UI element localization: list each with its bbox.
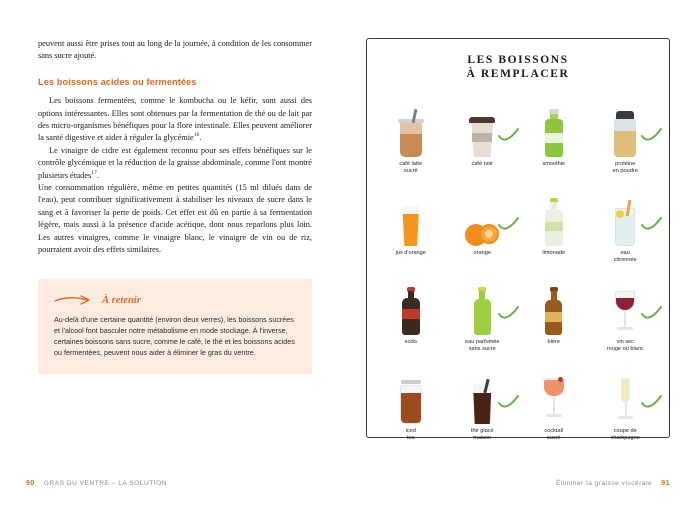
drink-illustration	[590, 188, 662, 246]
section-heading: Les boissons acides ou fermentées	[38, 76, 197, 87]
c-eaucit-icon	[614, 200, 636, 246]
c-theglace-body	[472, 384, 493, 424]
c-theglace-fill	[472, 393, 493, 424]
drink-cell	[590, 269, 662, 354]
c-cocktail-icon	[542, 378, 566, 424]
c-smoothie-icon	[545, 109, 563, 157]
drink-illustration	[447, 188, 519, 246]
right-running-head: Éliminer la graisse viscérale	[555, 480, 653, 487]
drink-caption: soda	[404, 339, 417, 345]
drink-cell	[447, 358, 519, 443]
c-icedtea-body	[400, 385, 422, 424]
c-icedtea-fill	[401, 393, 421, 423]
drink-illustration	[375, 366, 447, 424]
c-biere-label	[545, 312, 562, 322]
c-wine-stem	[624, 311, 626, 327]
drink-cell	[447, 91, 519, 176]
c-soda-icon	[402, 287, 420, 335]
drink-cell	[518, 180, 590, 265]
drink-illustration	[375, 188, 447, 246]
c-icedtea-icon	[400, 380, 422, 424]
c-cocktail-foot	[546, 414, 562, 417]
drink-caption: vin sec rouge ou blanc	[606, 339, 644, 353]
c-latte-cream	[400, 123, 422, 134]
c-champ-stem	[625, 402, 627, 416]
drink-caption: thé glacé maison	[470, 428, 494, 442]
c-juice-fill	[401, 214, 421, 246]
c-champ-icon	[616, 378, 634, 424]
callout-box	[38, 279, 312, 375]
c-juice-body	[401, 206, 421, 246]
drink-caption: eau parfumée sans sucre	[464, 339, 500, 353]
c-champ-flute	[621, 378, 630, 402]
callout-header	[54, 295, 296, 306]
drink-caption: cocktail sucré	[544, 428, 564, 442]
c-orange-half	[479, 224, 499, 244]
callout-text-block	[54, 314, 296, 359]
c-theglace-icon	[472, 382, 493, 424]
c-noir-icon	[471, 117, 493, 157]
c-latte-cupbody	[400, 123, 422, 157]
left-running-head: GRAS DU VENTRE – LA SOLUTION	[43, 480, 167, 487]
drink-illustration	[518, 99, 590, 157]
c-champ-foot	[618, 416, 633, 419]
drink-cell	[590, 91, 662, 176]
drink-illustration	[375, 277, 447, 335]
c-noir-band	[472, 133, 492, 142]
c-eaucit-fill	[616, 215, 634, 245]
drinks-panel	[366, 38, 670, 442]
drink-caption: coupe de champagne	[610, 428, 640, 442]
c-shaker-fill	[614, 131, 636, 157]
c-limonade-icon	[545, 198, 563, 246]
drink-illustration	[590, 277, 662, 335]
c-orange-icon	[465, 216, 499, 246]
drink-cell	[375, 180, 447, 265]
drink-illustration	[590, 366, 662, 424]
drink-caption: orange	[473, 250, 491, 256]
paragraph-3: Une consommation régulière, même en petites quantités (15 ml dilués dans de l'eau), peut contribuer significativement à stabiliser les niveaux de sucre dans le sang et à favoriser la perte de poids. Cet effet est dû en partie à sa fermentation légère, mais aussi à la présence d'acide acétique, dont nous reparlons plus loin. Les autres vinaigres, comme le vinaigre blanc, le vinaigre de vin ou de riz, pourraient avoir des effets similaires.	[38, 183, 312, 255]
c-wine-foot	[617, 327, 633, 330]
paragraph-1: Les boissons fermentées, comme le kombucha ou le kéfir, sont aussi des options intéressantes. Elles sont obtenues par la fermentation de thé ou de lait par des micro-organismes bénéfiques pour la flore intestinale. Elles peuvent améliorer la santé digestive et aider à réguler la glycémie$^{16}$.	[38, 96, 312, 143]
paragraph-2-text: Le vinaigre de cidre est également reconnu pour ses effets bénéfiques sur le contrôle glycémique et la réduction de la graisse abdominale, comme l'ont montré plusieurs études	[38, 145, 312, 180]
drink-cell	[375, 91, 447, 176]
paragraph-1-text: Les boissons fermentées, comme le kombucha ou le kéfir, sont aussi des options intéressantes. Elles sont obtenues par la fermentation de thé ou de lait par des micro-organismes bénéfiques pour la flore intestinale. Elles peuvent améliorer la santé digestive et aider à réguler la glycémie	[38, 96, 312, 143]
drink-caption: café noir	[471, 161, 493, 167]
panel-title-line2: À REMPLACER	[466, 68, 570, 80]
drink-cell	[590, 358, 662, 443]
c-wine-bowl	[615, 291, 635, 311]
drink-cell	[375, 358, 447, 443]
right-page	[350, 0, 700, 507]
panel-title	[375, 53, 661, 81]
top-paragraph: peuvent aussi être prises tout au long de la journée, à condition de les consommer sans sucre ajouté.	[38, 39, 312, 61]
c-latte-icon	[399, 113, 423, 157]
drink-illustration	[447, 366, 519, 424]
right-page-number: 91	[661, 480, 670, 487]
check-swoosh-icon	[498, 394, 520, 410]
drink-illustration	[375, 99, 447, 157]
drink-cell	[375, 269, 447, 354]
drink-cell	[447, 269, 519, 354]
left-page-body	[38, 38, 312, 257]
drink-illustration	[518, 188, 590, 246]
c-biere-icon	[545, 287, 562, 335]
paragraph-2: Le vinaigre de cidre est également reconnu pour ses effets bénéfiques sur le contrôle glycémique et la réduction de la graisse abdominale, comme l'ont montré plusieurs études$^{17}$.	[38, 145, 312, 180]
check-swoosh-icon	[498, 127, 520, 143]
c-eauparf-body	[474, 299, 491, 335]
c-limonade-label	[545, 222, 563, 231]
check-swoosh-icon	[641, 305, 663, 321]
drink-caption: bière	[547, 339, 560, 345]
check-swoosh-icon	[641, 394, 663, 410]
c-cocktail-bowl	[544, 380, 564, 396]
left-page-number: 90	[26, 480, 35, 487]
left-page-footer	[26, 480, 167, 487]
callout-text: Au-delà d'une certaine quantité (environ deux verres), les boissons sucrées et l'alcool font basculer notre métabolisme en mode stockage. À l'inverse, certaines boissons sans sucre, comme le café, le thé et les boissons acides ou fermentées, peuvent nous aider à éliminer le gras du ventre.	[54, 314, 295, 358]
c-eauparf-icon	[474, 287, 491, 335]
drink-caption: café latte sucré	[399, 161, 423, 175]
c-icedtea-lid	[401, 380, 421, 384]
drink-illustration	[447, 277, 519, 335]
c-cocktail-cherry	[558, 377, 563, 382]
c-wine-fill	[616, 298, 634, 310]
c-shaker-icon	[614, 111, 636, 157]
drink-caption: jus d'orange	[395, 250, 426, 256]
drink-illustration	[590, 99, 662, 157]
c-cocktail-stem	[553, 396, 555, 414]
drink-illustration	[518, 277, 590, 335]
drink-caption: iced tea	[405, 428, 416, 442]
drink-caption: limonade	[542, 250, 566, 256]
drink-caption: eau citronnée	[613, 250, 637, 264]
arrow-right-icon	[54, 295, 96, 305]
check-swoosh-icon	[498, 305, 520, 321]
check-swoosh-icon	[641, 216, 663, 232]
drink-illustration	[518, 366, 590, 424]
drinks-grid	[375, 91, 661, 443]
c-juice-icon	[401, 206, 421, 246]
c-noir-lid	[469, 117, 495, 123]
drink-caption: protéine en poudre	[612, 161, 638, 175]
footnote-marker-17: 17	[91, 169, 97, 176]
drink-cell	[590, 180, 662, 265]
drink-cell	[518, 269, 590, 354]
c-soda-label	[402, 309, 420, 319]
drink-caption: smoothie	[542, 161, 566, 167]
right-page-footer	[556, 480, 670, 487]
c-wine-icon	[614, 289, 636, 335]
panel-title-line1: LES BOISSONS	[467, 54, 569, 66]
c-shaker-body	[614, 119, 636, 157]
c-shaker-cap	[616, 111, 634, 119]
drink-illustration	[447, 99, 519, 157]
check-swoosh-icon	[498, 216, 520, 232]
callout-title: À retenir	[102, 294, 141, 306]
c-smoothie-label	[545, 133, 563, 143]
drink-cell	[518, 358, 590, 443]
drink-cell	[447, 180, 519, 265]
check-swoosh-icon	[641, 127, 663, 143]
footnote-marker-16: 16	[193, 132, 200, 139]
drink-cell	[518, 91, 590, 176]
